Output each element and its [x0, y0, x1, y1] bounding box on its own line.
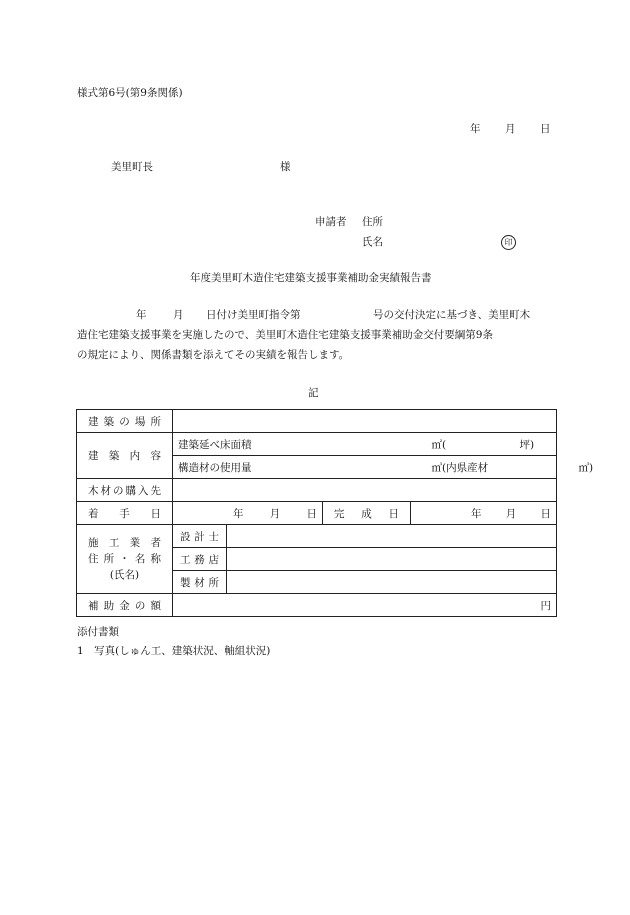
tsubo-unit: 坪): [519, 438, 535, 451]
addressee-name: 美里町長: [111, 161, 153, 173]
complete-day: 日: [540, 507, 551, 520]
addressee-honorific: 様: [280, 161, 291, 173]
row-designer: [77, 525, 557, 548]
floor-area-cell[interactable]: [173, 433, 557, 456]
applicant-address-label: 住所: [362, 216, 383, 228]
start-month: 月: [269, 507, 281, 520]
designer-value[interactable]: [227, 525, 557, 548]
purchase-value[interactable]: [173, 479, 557, 502]
attachment-item-1: 1 写真(しゅん工、建築状況、軸組状況): [77, 645, 271, 657]
timber-cell[interactable]: 構造材の使用量 ㎥(内県産材 ㎥): [173, 456, 557, 479]
row-floor-area: [77, 433, 557, 456]
body-text-b: 号の交付決定に基づき、美里町木: [373, 309, 531, 321]
body-line-3: の規定により、関係書類を添えてその実績を報告します。: [77, 349, 350, 361]
builder-label: 工 務 店: [180, 553, 219, 566]
complete-date-cell[interactable]: [411, 502, 557, 525]
complete-month: 月: [505, 507, 517, 520]
contractor-label-cell: [77, 525, 173, 594]
timber-unit: ㎥(内県産材: [431, 461, 489, 474]
location-label: 建 築 の 場 所: [88, 415, 161, 428]
row-purchase: [77, 479, 557, 502]
row-location: [77, 410, 557, 433]
ki-heading: 記: [308, 387, 319, 399]
attachments-heading: 添付書類: [77, 626, 119, 638]
timber-label: 構造材の使用量: [178, 461, 252, 474]
contractor-label-2: 住 所 ・ 名 称: [88, 553, 161, 565]
sawmill-value[interactable]: [227, 571, 557, 594]
start-date-cell[interactable]: [173, 502, 323, 525]
location-value[interactable]: [173, 410, 557, 433]
row-amount: [77, 594, 557, 617]
start-year: 年: [233, 507, 244, 520]
start-day: 日: [306, 507, 317, 520]
contractor-label-3: (氏名): [109, 569, 140, 581]
date-month: 月: [505, 123, 516, 135]
amount-unit: 円: [540, 599, 551, 612]
date-year: 年: [470, 123, 481, 135]
complete-year: 年: [471, 507, 482, 520]
content-label: 建 築 内 容: [88, 450, 161, 462]
date-day: 日: [540, 123, 551, 135]
applicant-label: 申請者: [315, 216, 347, 228]
builder-value[interactable]: [227, 548, 557, 571]
complete-label: 完 成 日: [334, 507, 399, 520]
start-label: 着 手 日: [88, 507, 161, 520]
amount-label: 補 助 金 の 額: [88, 599, 161, 612]
applicant-name-label: 氏名: [362, 236, 383, 248]
body-month: 月: [173, 309, 184, 321]
row-dates: [77, 502, 557, 525]
amount-value[interactable]: [173, 594, 557, 617]
purchase-label: 木 材 の 購 入 先: [88, 484, 161, 497]
floor-area-label: 建築延べ床面積: [178, 438, 252, 451]
body-line-2: 造住宅建築支援事業を実施したので、美里町木造住宅建築支援事業補助金交付要綱第9条: [77, 329, 493, 341]
sawmill-label: 製 材 所: [180, 576, 219, 589]
seal-icon: 印: [501, 235, 516, 250]
body-text-a: 日付け美里町指令第: [206, 309, 301, 321]
report-title: 年度美里町木造住宅建築支援事業補助金実績報告書: [190, 272, 432, 284]
floor-area-unit: ㎡(: [431, 438, 447, 451]
contractor-label-1: 施 工 業 者: [88, 537, 161, 549]
report-table: [76, 409, 594, 617]
designer-label: 設 計 士: [180, 530, 219, 543]
form-number: 様式第6号(第9条関係): [77, 87, 183, 99]
body-year: 年: [136, 309, 147, 321]
